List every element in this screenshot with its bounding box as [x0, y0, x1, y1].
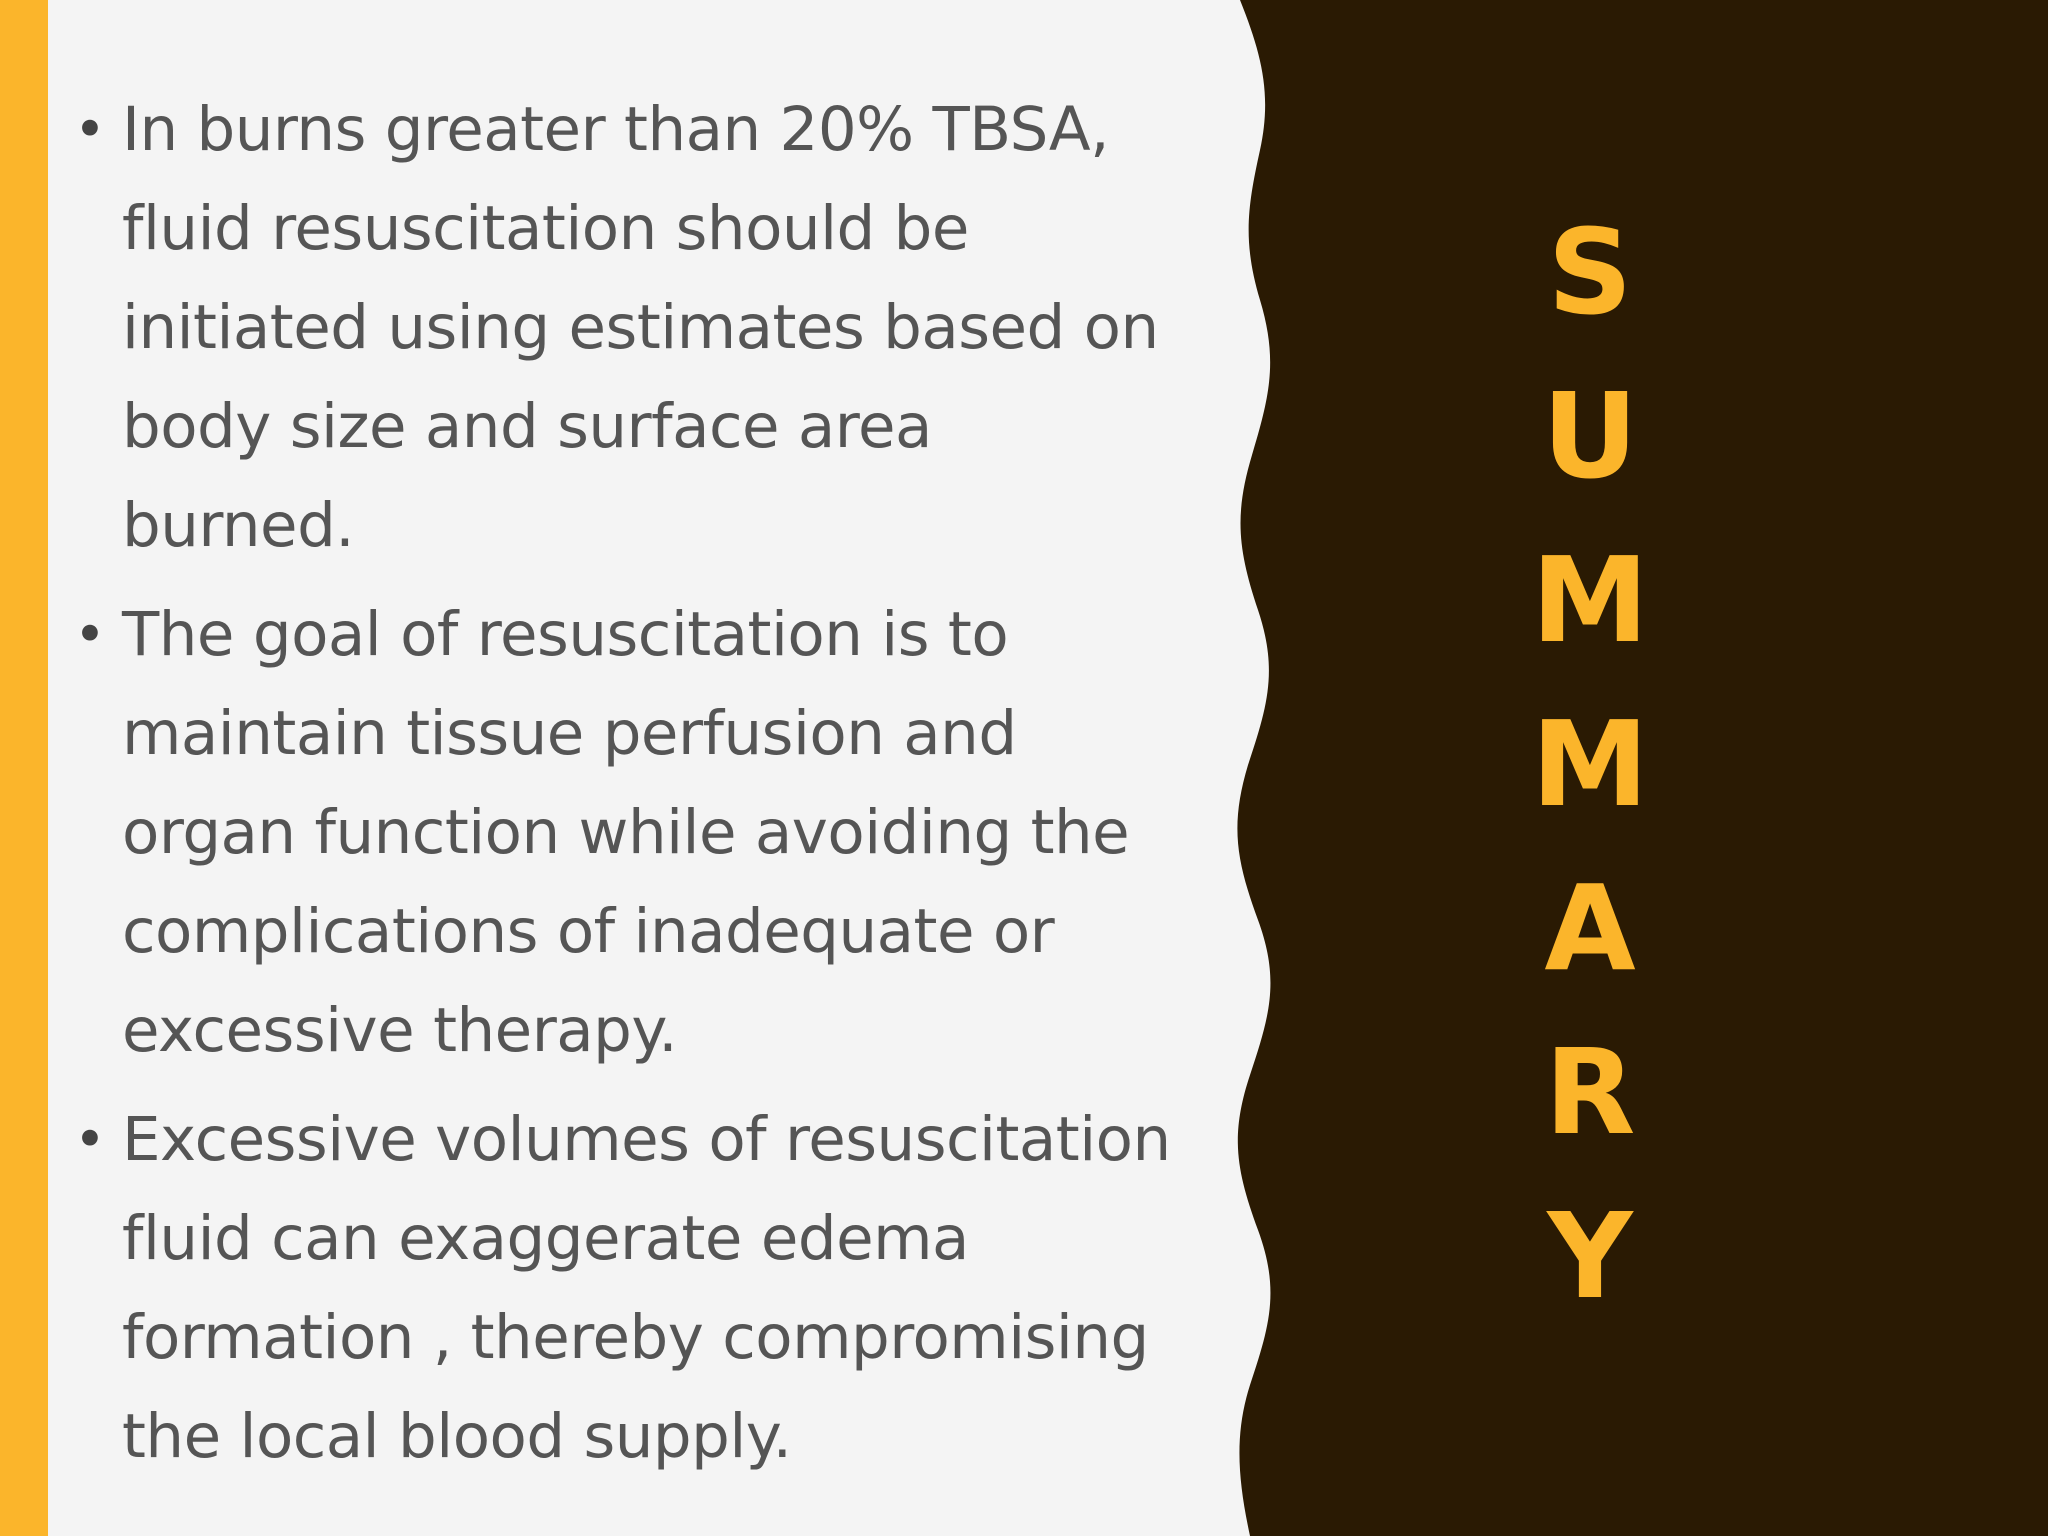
title-letter: M — [1531, 531, 1649, 669]
bullet-item — [70, 80, 1180, 575]
bullet-icon: • — [74, 1108, 106, 1171]
bullet-text: Excessive volumes of resuscitation fluid can exaggerate edema formation , thereby compromising the local blood supply. — [122, 1104, 1171, 1472]
bullet-icon: • — [74, 603, 106, 666]
bullet-list — [70, 80, 1180, 1496]
summary-title — [1470, 190, 1710, 1338]
title-letter: S — [1547, 203, 1633, 341]
title-letter: A — [1544, 859, 1636, 997]
title-letter: U — [1542, 367, 1638, 505]
bullet-text: In burns greater than 20% TBSA, fluid resuscitation should be initiated using estimates based on body size and surface area burned. — [122, 94, 1159, 561]
accent-bar — [0, 0, 48, 1536]
title-letter: Y — [1547, 1187, 1633, 1325]
title-letter: M — [1531, 695, 1649, 833]
bullet-icon: • — [74, 98, 106, 161]
bullet-item — [70, 1090, 1180, 1486]
bullet-item — [70, 585, 1180, 1080]
title-letter: R — [1544, 1023, 1636, 1161]
bullet-text: The goal of resuscitation is to maintain tissue perfusion and organ function while avoiding the complications of inadequate or excessive therapy. — [122, 599, 1130, 1066]
